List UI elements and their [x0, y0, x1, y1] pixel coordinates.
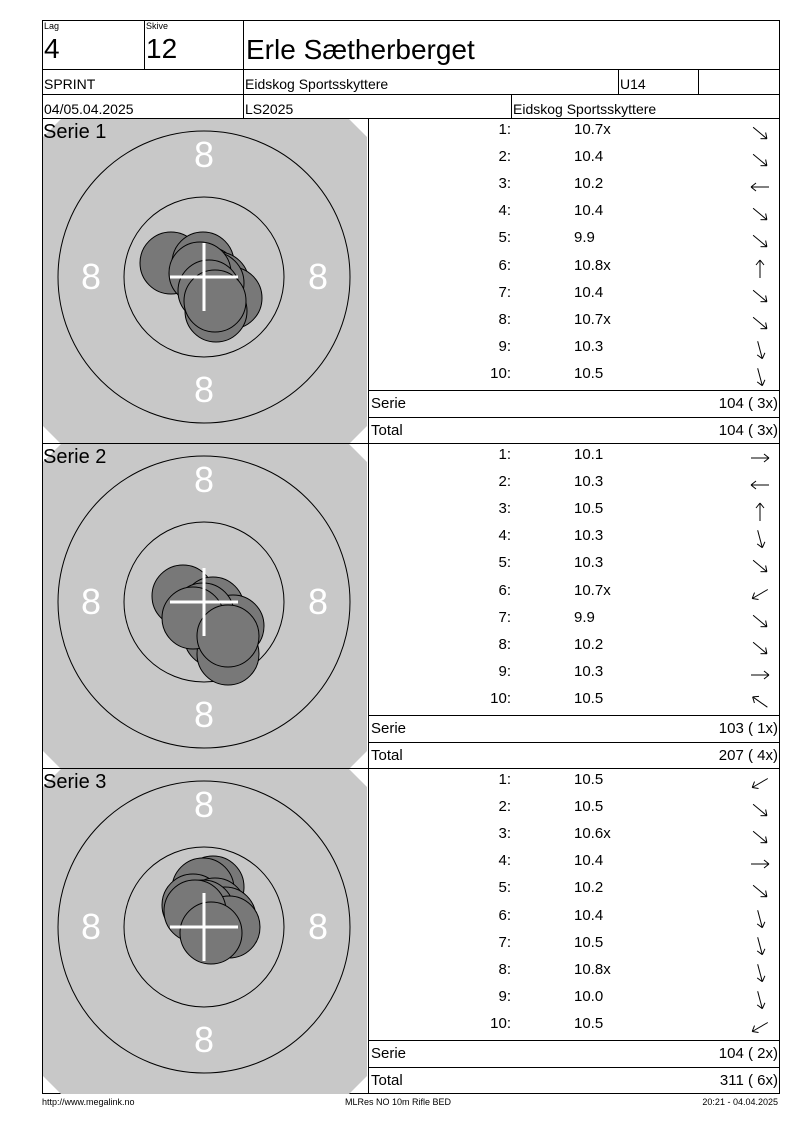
shot-row	[369, 988, 780, 1015]
shot-value: 10.5	[574, 689, 604, 707]
shot-row	[369, 1015, 780, 1042]
shot-value: 10.3	[574, 662, 604, 680]
serie-title: Serie 2	[43, 446, 107, 468]
shot-row	[369, 582, 780, 609]
shot-value: 10.4	[574, 283, 604, 301]
serie-summary-label: Serie	[371, 395, 407, 412]
shot-number: 4:	[498, 852, 511, 870]
shot-row	[369, 202, 780, 229]
class: U14	[620, 76, 646, 92]
shot-row	[369, 446, 780, 473]
club: Eidskog Sportsskyttere	[245, 76, 389, 92]
date: 04/05.04.2025	[44, 101, 134, 117]
shot-value: 10.2	[574, 635, 604, 653]
organizer: Eidskog Sportsskyttere	[513, 101, 657, 117]
shot-direction-arrow-icon	[747, 202, 773, 226]
event-code: LS2025	[245, 101, 294, 117]
shot-direction-arrow-icon	[747, 609, 773, 633]
total-summary-label: Total	[371, 422, 403, 439]
shot-value: 10.4	[574, 906, 604, 924]
shot-number: 6:	[498, 906, 511, 924]
shot-direction-arrow-icon	[747, 257, 773, 281]
ring-label: 8	[80, 256, 102, 297]
shot-direction-arrow-icon	[747, 284, 773, 308]
shot-number: 10:	[490, 689, 511, 707]
serie-summary-value: 104 ( 2x)	[718, 1045, 778, 1062]
shot-value: 10.7x	[574, 310, 611, 328]
ring-label: 8	[307, 256, 329, 297]
shot-direction-arrow-icon	[747, 446, 773, 470]
header-row-1	[43, 21, 779, 69]
shot-number: 9:	[498, 987, 511, 1005]
shot-row	[369, 825, 780, 852]
shot-value: 10.1	[574, 446, 604, 463]
shot-number: 2:	[498, 798, 511, 816]
ring-label: 8	[193, 369, 215, 410]
shot-row	[369, 934, 780, 961]
shot-number: 5:	[498, 554, 511, 572]
shot-row	[369, 365, 780, 392]
shot-row	[369, 852, 780, 879]
shot-direction-arrow-icon	[747, 852, 773, 876]
shot-number: 6:	[498, 256, 511, 274]
shot-value: 10.6x	[574, 825, 611, 843]
shot-number: 1:	[498, 446, 511, 463]
shot-direction-arrow-icon	[747, 771, 773, 795]
shot-value: 10.3	[574, 527, 604, 545]
shot-value: 10.5	[574, 500, 604, 518]
header-row-2	[43, 69, 779, 95]
shot-list	[368, 444, 780, 769]
shot-row	[369, 500, 780, 527]
ring-label: 8	[193, 459, 215, 500]
shot-hole-10	[184, 270, 246, 332]
footer-timestamp: 20:21 - 04.04.2025	[702, 1097, 778, 1107]
shot-value: 10.8x	[574, 960, 611, 978]
lag-value: 4	[44, 33, 60, 64]
shot-number: 10:	[490, 364, 511, 382]
shot-row	[369, 961, 780, 988]
ring-label: 8	[307, 906, 329, 947]
ring-label: 8	[193, 694, 215, 735]
shot-value: 10.7x	[574, 581, 611, 599]
serie-summary-label: Serie	[371, 1045, 407, 1062]
shot-value: 10.5	[574, 771, 604, 788]
shot-value: 10.3	[574, 554, 604, 572]
shot-direction-arrow-icon	[747, 582, 773, 606]
shot-value: 10.5	[574, 933, 604, 951]
serie-block-2	[43, 443, 779, 769]
shot-value: 10.8x	[574, 256, 611, 274]
shot-number: 3:	[498, 175, 511, 193]
shot-hole-10	[180, 902, 242, 964]
shot-value: 10.3	[574, 337, 604, 355]
shot-value: 10.2	[574, 175, 604, 193]
shot-number: 5:	[498, 229, 511, 247]
discipline: SPRINT	[44, 76, 96, 92]
shot-number: 4:	[498, 202, 511, 220]
shot-number: 10:	[490, 1014, 511, 1032]
ring-label: 8	[193, 134, 215, 175]
shot-list	[368, 769, 780, 1094]
shot-number: 7:	[498, 608, 511, 626]
shot-value: 9.9	[574, 229, 595, 247]
serie-summary-row	[369, 390, 780, 417]
shot-direction-arrow-icon	[747, 907, 773, 931]
shot-number: 7:	[498, 933, 511, 951]
shot-direction-arrow-icon	[747, 229, 773, 253]
shot-row	[369, 907, 780, 934]
target-diagram	[43, 769, 367, 1094]
shooter-name: Erle Sætherberget	[246, 34, 475, 65]
shot-value: 9.9	[574, 608, 595, 626]
shot-row	[369, 148, 780, 175]
header-row-3	[43, 94, 779, 119]
shot-row	[369, 609, 780, 636]
total-summary-row	[369, 1067, 780, 1094]
shot-value: 10.0	[574, 987, 604, 1005]
shot-direction-arrow-icon	[747, 988, 773, 1012]
total-summary-label: Total	[371, 1072, 403, 1089]
shot-row	[369, 527, 780, 554]
shot-row	[369, 636, 780, 663]
shot-row	[369, 690, 780, 717]
shot-direction-arrow-icon	[747, 121, 773, 145]
footer-software: MLRes NO 10m Rifle BED	[345, 1097, 452, 1107]
shot-value: 10.4	[574, 148, 604, 166]
target-diagram	[43, 444, 367, 769]
shot-row	[369, 879, 780, 906]
shot-number: 8:	[498, 310, 511, 328]
shot-direction-arrow-icon	[747, 500, 773, 524]
shot-direction-arrow-icon	[747, 663, 773, 687]
shot-row	[369, 798, 780, 825]
shot-number: 9:	[498, 337, 511, 355]
shot-number: 3:	[498, 825, 511, 843]
total-summary-value: 104 ( 3x)	[718, 422, 778, 439]
footer-url[interactable]: http://www.megalink.no	[42, 1097, 135, 1107]
shot-direction-arrow-icon	[747, 311, 773, 335]
shot-row	[369, 663, 780, 690]
total-summary-row	[369, 742, 780, 769]
shot-row	[369, 554, 780, 581]
shot-number: 1:	[498, 771, 511, 788]
serie-summary-row	[369, 1040, 780, 1067]
total-summary-row	[369, 417, 780, 444]
ring-label: 8	[80, 906, 102, 947]
serie-block-1	[43, 118, 779, 444]
shot-direction-arrow-icon	[747, 825, 773, 849]
ring-label: 8	[193, 784, 215, 825]
shot-row	[369, 257, 780, 284]
shot-direction-arrow-icon	[747, 527, 773, 551]
shot-direction-arrow-icon	[747, 1015, 773, 1039]
shot-value: 10.7x	[574, 121, 611, 138]
skive-label: Skive	[146, 21, 169, 31]
shot-number: 3:	[498, 500, 511, 518]
shot-value: 10.3	[574, 473, 604, 491]
ring-label: 8	[80, 581, 102, 622]
serie-title: Serie 1	[43, 121, 107, 143]
shot-direction-arrow-icon	[747, 690, 773, 714]
shot-direction-arrow-icon	[747, 554, 773, 578]
shot-direction-arrow-icon	[747, 148, 773, 172]
shot-direction-arrow-icon	[747, 798, 773, 822]
shot-row	[369, 229, 780, 256]
shot-number: 9:	[498, 662, 511, 680]
shot-number: 8:	[498, 635, 511, 653]
shot-direction-arrow-icon	[747, 338, 773, 362]
total-summary-value: 311 ( 6x)	[719, 1072, 778, 1089]
serie-block-3	[43, 768, 779, 1094]
total-summary-label: Total	[371, 747, 403, 764]
shot-row	[369, 284, 780, 311]
ring-label: 8	[193, 1019, 215, 1060]
shot-row	[369, 311, 780, 338]
total-summary-value: 207 ( 4x)	[718, 747, 778, 764]
shot-direction-arrow-icon	[747, 365, 773, 389]
shot-value: 10.5	[574, 364, 604, 382]
shot-direction-arrow-icon	[747, 934, 773, 958]
shot-list	[368, 119, 780, 444]
shot-number: 7:	[498, 283, 511, 301]
shot-value: 10.5	[574, 798, 604, 816]
shot-row	[369, 338, 780, 365]
shot-value: 10.5	[574, 1014, 604, 1032]
shot-number: 8:	[498, 960, 511, 978]
serie-summary-row	[369, 715, 780, 742]
shot-direction-arrow-icon	[747, 473, 773, 497]
serie-title: Serie 3	[43, 771, 107, 793]
skive-value: 12	[146, 33, 178, 64]
serie-summary-value: 103 ( 1x)	[718, 720, 778, 737]
shot-row	[369, 473, 780, 500]
target-diagram	[43, 119, 367, 444]
shot-number: 6:	[498, 581, 511, 599]
ring-label: 8	[307, 581, 329, 622]
shot-value: 10.2	[574, 879, 604, 897]
serie-summary-value: 104 ( 3x)	[718, 395, 778, 412]
shot-number: 4:	[498, 527, 511, 545]
shot-hole-10	[197, 605, 259, 667]
shot-number: 1:	[498, 121, 511, 138]
shot-value: 10.4	[574, 852, 604, 870]
shot-direction-arrow-icon	[747, 879, 773, 903]
shot-row	[369, 771, 780, 798]
shot-direction-arrow-icon	[747, 961, 773, 985]
shot-number: 5:	[498, 879, 511, 897]
serie-summary-label: Serie	[371, 720, 407, 737]
shot-direction-arrow-icon	[747, 636, 773, 660]
shot-number: 2:	[498, 148, 511, 166]
shot-number: 2:	[498, 473, 511, 491]
shot-direction-arrow-icon	[747, 175, 773, 199]
shot-row	[369, 121, 780, 148]
shot-value: 10.4	[574, 202, 604, 220]
lag-label: Lag	[44, 21, 60, 31]
shot-row	[369, 175, 780, 202]
